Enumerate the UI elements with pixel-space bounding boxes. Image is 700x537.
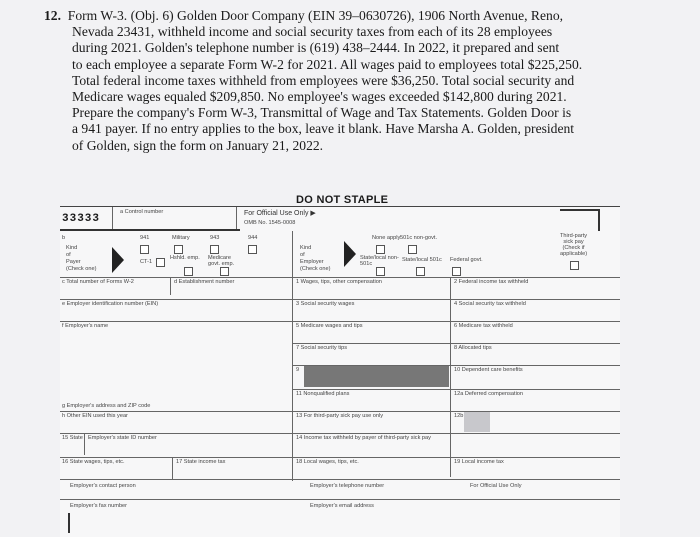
box-9-shaded [304,366,449,387]
payer-military-checkbox[interactable] [174,245,183,254]
box-12a-label: 12a Deferred compensation [454,391,524,397]
payer-arrow-icon [112,247,124,273]
box-8-label: 8 Allocated tips [454,345,492,351]
problem-line: during 2021. Golden's telephone number is (619) 438–2444. In 2022, it prepared and sent [72,40,560,56]
box-b-label: b [62,235,66,241]
employer-none-checkbox[interactable] [376,245,385,254]
box-15-state-id-label: Employer's state ID number [88,435,157,441]
box-g-label: g Employer's address and ZIP code [62,403,151,409]
box-18-label: 18 Local wages, tips, etc. [296,459,359,465]
box-17-label: 17 State income tax [176,459,226,465]
problem-text [44,8,656,154]
employer-state-501c-checkbox[interactable] [416,267,425,276]
box-e-label: e Employer identification number (EIN) [62,301,159,307]
box-19-label: 19 Local income tax [454,459,504,465]
box-1-label: 1 Wages, tips, other compensation [296,279,382,285]
employer-arrow-icon [344,241,356,267]
kind-of-payer-label: Kind of Payer (Check one) [66,245,97,272]
employer-fax-label: Employer's fax number [70,503,128,509]
kind-of-employer-label: Kind of Employer (Check one) [300,245,331,272]
problem-line: Total federal income taxes withheld from employees were $36,250. Total social security and [72,72,575,88]
payer-medicare-govt-checkbox[interactable] [220,267,229,276]
payer-944-checkbox[interactable] [248,245,257,254]
problem-number: 12. [44,8,61,23]
problem-line: Form W-3. (Obj. 6) Golden Door Company (EIN 39–0630726), 1906 North Avenue, Reno, [67,8,564,23]
problem-line: Prepare the company's Form W-3, Transmittal of Wage and Tax Statements. Golden Door is [72,105,572,121]
box-f-label: f Employer's name [62,323,109,329]
do-not-staple-label: DO NOT STAPLE [296,194,389,206]
employer-contact-label: Employer's contact person [70,483,136,489]
box-7-label: 7 Social security tips [296,345,347,351]
box-14-label: 14 Income tax withheld by payer of third-party sick pay [296,435,431,441]
omb-number: OMB No. 1545-0008 [244,220,296,226]
third-party-sick-pay-checkbox[interactable] [570,261,579,270]
box-2-label: 2 Federal income tax withheld [454,279,529,285]
box-16-label: 16 State wages, tips, etc. [62,459,125,465]
box-4-label: 4 Social security tax withheld [454,301,526,307]
box-9-label: 9 [296,367,300,373]
official-use-label: For Official Use Only ▶ [244,210,316,217]
payer-ct1-checkbox[interactable] [156,258,165,267]
box-6-label: 6 Medicare tax withheld [454,323,513,329]
problem-line: Medicare wages equaled $209,850. No employee's wages exceeded $142,800 during 2021. [72,89,567,105]
form-code: 33333 [62,213,101,225]
official-use-only-label: For Official Use Only [470,483,522,489]
box-5-label: 5 Medicare wages and tips [296,323,363,329]
box-15-label: 15 State [62,435,83,441]
box-13-label: 13 For third-party sick pay use only [296,413,384,419]
problem-line: Nevada 23431, withheld income and social security taxes from each of its 28 employees [72,24,553,40]
employer-email-label: Employer's email address [310,503,374,509]
employer-phone-label: Employer's telephone number [310,483,385,489]
box-11-label: 11 Nonqualified plans [296,391,350,397]
box-d-label: d Establishment number [174,279,235,285]
box-12b-label: 12b [454,413,464,419]
payer-943-checkbox[interactable] [210,245,219,254]
employer-federal-checkbox[interactable] [452,267,461,276]
problem-line: of Golden, sign the form on January 21, 2022. [72,137,324,153]
payer-hshld-checkbox[interactable] [184,267,193,276]
control-number-label: a Control number [120,209,164,215]
box-10-label: 10 Dependent care benefits [454,367,523,373]
employer-state-non501c-checkbox[interactable] [376,267,385,276]
form-w3: 33333 a Control number For Official Use Only ▶ OMB No. 1545-0008 b Kind of Payer (Check one) 941 Military 943 944 CT-1 Hshld. emp. Medicare govt. emp. Kind of Employer (Check one) None apply 501c non-govt. State/local non-501c State/local 501c Federal govt. Third-party sick pay (Check if applicable) c Total number of Forms W-2 d Establishment number 1 Wages, tips, other compensation 2 Federal income tax withheld e Employer identification number (EIN) 3 Social security wages 4 Social security tax withheld f Employer's name 5 Medicare wages and tips 6 Medicare tax withheld 7 Social security tips 8 Allocated tips 9 10 Dependent care benefits 11 Nonqualified plans 12a Deferred compensation g Employer's address and ZIP code h Other EIN used this year 13 For third-party sick pay use only 12b 15 State Employer's state ID number 14 Income tax withheld by payer of third-party sick pay 16 State wages, tips, etc. 17 State income tax 18 Local wages, tips, etc. 19 Local income tax Employer's contact person Employer's telephone number For Official Use Only Employer's fax number Employer's email address [60,206,620,537]
payer-941-checkbox[interactable] [140,245,149,254]
problem-line: a 941 payer. If no entry applies to the box, leave it blank. Have Marsha A. Golden, president [72,121,575,137]
employer-501c-checkbox[interactable] [408,245,417,254]
problem-line: to each employee a separate Form W-2 for 2021. All wages paid to employees total $225,250. [72,56,583,72]
box-h-label: h Other EIN used this year [62,413,128,419]
box-3-label: 3 Social security wages [296,301,355,307]
box-c-label: c Total number of Forms W-2 [62,279,134,285]
third-party-sick-pay-label: Third-party sick pay (Check if applicable) [560,233,588,257]
